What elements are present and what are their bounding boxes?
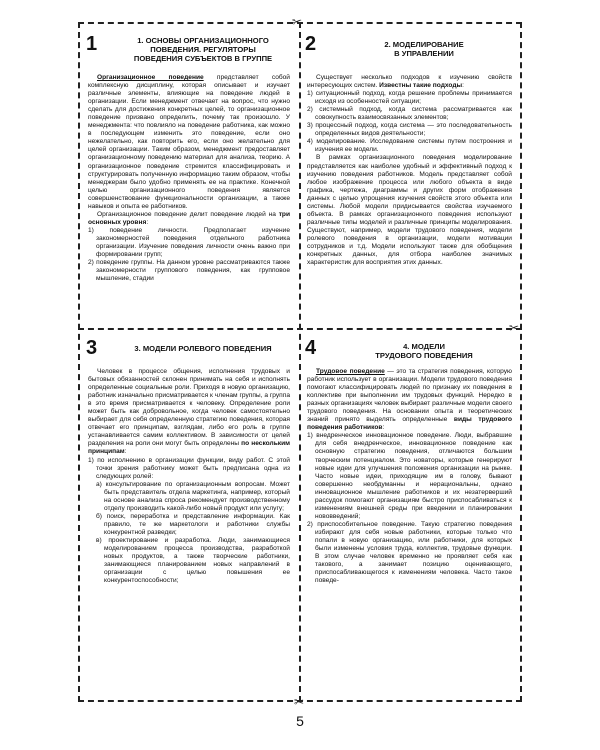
cut-out-sheet	[78, 22, 522, 702]
list-subitem: а) консультирование по организационным вопросам. Может быть представитель отдела маркетинга, например, который на основе анализа спроса рекомендует производственному отделу производить какой-либо новый продукт или услугу;	[96, 480, 290, 512]
card-number: 1	[86, 33, 98, 55]
list-item: 2) поведение группы. На данном уровне рассматриваются также закономерности группового поведения, как групповое мышление, стадии	[88, 259, 290, 283]
list-item: 1) по исполнению в организации функции, виду работ. С этой точки зрения работнику может быть предписана одна из следующих ролей:	[88, 456, 290, 480]
list-item: 2) системный подход, когда система рассматривается как совокупность взаимосвязанных элементов;	[307, 106, 512, 122]
card-text	[307, 74, 512, 267]
card-number: 4	[305, 337, 317, 359]
paragraph: Существует несколько подходов к изучению свойств интересующих систем. Известны такие подходы:	[307, 74, 512, 90]
list-subitem: в) проектирование и разработка. Люди, занимающиеся моделированием процесса производства, разработкой новых продуктов, а также творческие работники, занимающиеся планированием новых направлений в организации с целью повышения ее конкурентоспособности;	[96, 536, 290, 585]
page-number: 5	[296, 713, 304, 729]
paragraph: В рамках организационного поведения моделирование представляется как наиболее удобный и эффективный подход к изучению поведения работников. Модель представляет собой любое изображение процесса или любого объекта в виде графика, чертежа, диаграммы и других форм отображения данных с целью упрощения изучения свойств этого объекта или системы. Любой модели придисывается свойства изучаемого объекта. В рамках организационного поведения используют различные типы моделей и различные принципы моделирования. Существуют, например, модели трудового поведения, модели ролевого поведения в организации, модели мотивации сотрудников и т.д. Модели используют также для обобщения конкретных данных, для отбора наиболее значимых характеристик для восприятия этих данных.	[307, 154, 512, 267]
list-item: 1) внедренческое инновационное поведение. Люди, выбравшие для себя внедренческое, инновационное поведение как основную стратегию поведения, отличаются большим творческим потенциалом. Это новаторы, которые генерируют новые идеи для улучшения положения организации на рынке. Часто новые идеи, приходящие им в голову, бывают совершенно необдуманны и нерациональны, однако инновационное мышление работников и их незатерверший рассудок помогают организациям быстро приспосабливаться к изменениям внешней среды при введении и планировании нововведений;	[307, 432, 512, 520]
list-item: 2) приспособительное поведение. Такую стратегию поведения избирают для себя новые работники, которые только что попали в новую организацию, или работники, для которых были изменены условия труда, коллектив, трудовые функции. В этом случае человек временно не проявляет себя как такового, а занимает позицию оценивающего, приспосабливающегося к изменениям человека. Часто такое поведе-	[307, 520, 512, 585]
card-text	[307, 368, 512, 585]
scissors-icon: ✂	[509, 321, 520, 335]
list-item: 1) ситуационный подход, когда решение проблемы принимается исходя из особенностей ситуации;	[307, 90, 512, 106]
card-number: 3	[86, 337, 98, 359]
card-1	[84, 30, 294, 324]
card-3	[84, 336, 294, 696]
cut-line-right	[520, 22, 522, 702]
card-text	[88, 74, 290, 283]
card-number: 2	[305, 33, 317, 55]
paragraph: Организационное поведение представляет собой комплексную дисциплину, которая описывает и изучает различные элементы, влияющие на поведение людей в организации. Если менеджмент отвечает на вопрос, что нужно сделать для достижения конкретных целей, то организационное поведение призвано определить, почему так произошло. У менеджмента: что повлияло на поведение работника, как можно в последующем изменить это поведение, если оно нежелательно, как повторить его, если оно желательно для целей организации. Таким образом, менеджмент предоставляет организационному поведению материал для анализа, теорию. А организационное поведение стремится классифицировать и структурировать полученную информацию таким образом, чтобы менеджерам было удобно применять ее на практике. Конечной целью организационного поведения является совершенствование функциональности организации, а также навыков и опыта ее работников.	[88, 74, 290, 210]
cut-line-left	[78, 22, 80, 702]
card-text	[88, 368, 290, 585]
paragraph: Организационное поведение делит поведение людей на три основных уровня:	[88, 210, 290, 226]
cut-line-center	[299, 22, 301, 702]
scissors-icon: ✂	[294, 695, 305, 709]
list-item: 1) поведение личности. Предполагает изучение закономерностей поведения отдельного работника организации. Изучение поведения личности очень важно при формировании групп;	[88, 226, 290, 259]
card-4	[305, 336, 516, 696]
list-item: 4) моделирование. Исследование системы путем построения и изучения ее модели.	[307, 138, 512, 154]
card-2	[305, 30, 516, 324]
paragraph: Человек в процессе общения, исполнения трудовых и бытовых обязанностей склонен принимать на себя и исполнять определенные социальные роли. Приходя в новую организацию, работник изначально присматривается к членам группы, а группа в это время присматривается к человеку. Определение роли может быть как добровольное, когда человек самостоятельно выбирает для себя определенную стратегию поведения, которая отвечает его принципам, взглядам, либо его роль в группе устанавливается самим коллективом. В зависимости от целей разделения на роли они могут быть определены по нескольким принципам:	[88, 368, 291, 456]
card-title: 1. ОСНОВЫ ОРГАНИЗАЦИОННОГО ПОВЕДЕНИЯ. РЕГУЛЯТОРЫ ПОВЕДЕНИЯ СУБЪЕКТОВ В ГРУППЕ	[133, 36, 273, 63]
card-title: 4. МОДЕЛИ ТРУДОВОГО ПОВЕДЕНИЯ	[375, 342, 473, 360]
list-subitem: б) поиск, переработка и представление информации. Как правило, те же маркетологи и работники службы конкурентной разведки;	[96, 512, 290, 536]
scissors-icon: ✂	[292, 15, 303, 29]
card-title: 2. МОДЕЛИРОВАНИЕ В УПРАВЛЕНИИ	[384, 40, 464, 58]
paragraph: Трудовое поведение — это та стратегия поведения, которую работник использует в организации. Модели трудового поведения помогают классифицировать людей по признаку их поведения в коллективе при выполнении им трудовых функций. Нередко в разных организациях человек выбирает различные модели своего трудового поведения. На основании опыта и теоретических знаний принято выделять определенные виды трудового поведения работников:	[307, 368, 512, 432]
card-title: 3. МОДЕЛИ РОЛЕВОГО ПОВЕДЕНИЯ	[134, 344, 272, 353]
list-item: 3) процессный подход, когда система — это последовательность определенных видов деятельности;	[307, 122, 512, 138]
